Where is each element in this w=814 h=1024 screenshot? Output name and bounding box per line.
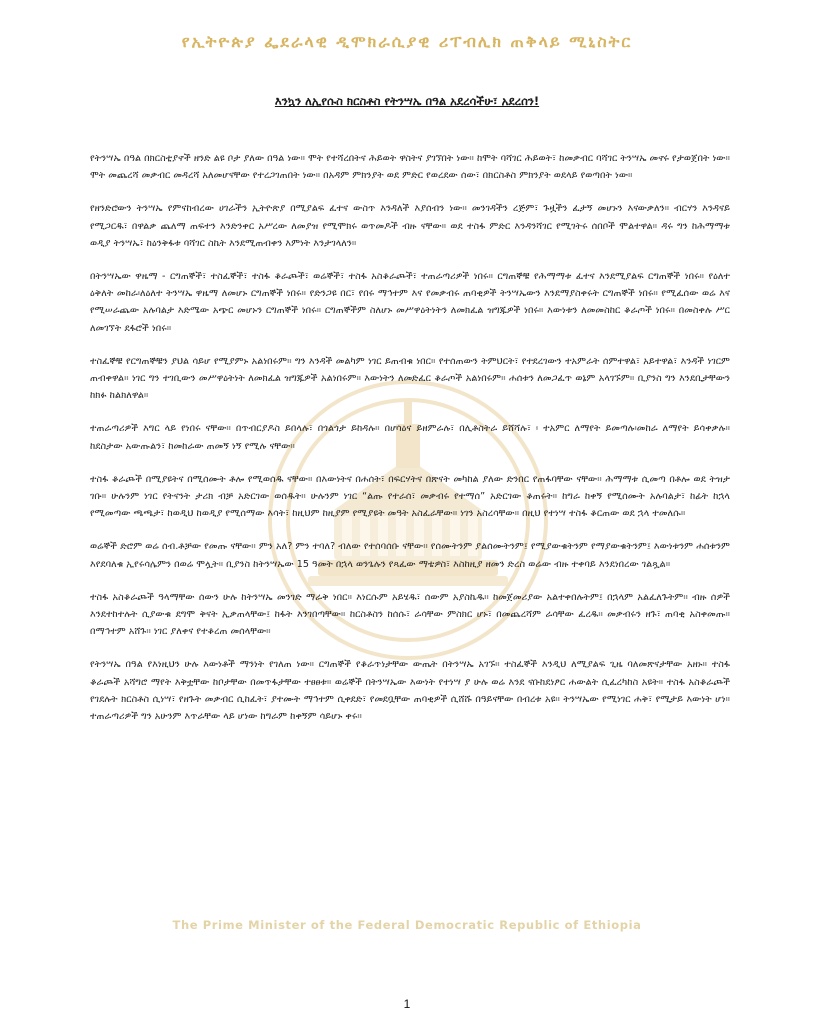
paragraph-9: የትንሣኤ በዓል የእነዚህን ሁሉ እውነቶች ማንነት የገለጠ ነው። ርግጠኞች የቆራጥነታቸው ውጤት በትንሣኤ አገኙ። ተስፈኞች እንዲህ ለሚያልፍ ጊዜ ባለመጽናታቸው አዘኑ። ተስፋ ቆራጮች አሻግሮ ማየት እቅቷቸው ከቦታቸው በመጥፋታቸው ተፀፀቱ። ወሬኞች በትንሣኤው እውነት የተነሣ ያ ሁሉ ወሬ እንደ ናቡከደነፆር ሐውልት ሲፈረካከስ አዩት። ተስፋ አስቆራጮች የገደሉት ክርስቶስ ሲነሣ፣ የዘጉት መቃብር ሲከፈት፣ ያተሙት ማኅተም ሲቀደድ፣ የመደቧቸው ጠባቂዎች ሲሸሹ በዓይናቸው በብረቱ አዩ። ትንሣኤው የሚነገር ሐቅ፣ የሚታይ እውነት ሆነ። ተጠራጣሪዎች ግን አሁንም እጥራቸው ላይ ሆነው ከግራም ከቀኝም ሳይሆኑ ቀሩ። (90, 659, 730, 723)
paragraph-8: ተስፋ አስቆራጮች ዓላማቸው ሰውን ሁሉ ከትንሣኤ መንገድ ማራቅ ነበር። እነርሱም አይሄዱ፣ ሰውም አያስኬዱ። ከመጀመሪያው አልተቀበሉትም፤ በኋላም አልፈለጉትም። ብዙ ሰዎች እንደተከተሉት ሲያውቁ ደግሞ ቅናት ኢቃጠላቸው፤ ከፋት እንገበጣቸው። ከርስቶስን ከሰሱ፣ ራሳቸው ምስክር ሆኑ፣ በመጨረሻም ራሳቸው ፈረዱ። መቃብሩን ዘጉ፣ ጠባቂ አስቀመጡ። በማኅተም አሸጉ። ነገር ያለቀና የተቆረጠ መሰላቸው። (90, 591, 730, 638)
paragraph-6: ተስፋ ቆራጮች በሚያዩትና በሚሰሙት ቶሎ የሚወሰዱ ናቸው። በእውነትና በሐሰት፣ በፍርሃትና በጽናት መካከል ያለው ድንበር የጠፋባቸው ናቸው። ሕማማቱ ሲመጣ በቶሎ ወደ ትዝታ ገቡ። ሁሉንም ነገር የትናንት ታሪክ ብቻ አድርገው ወሰዱት። ሁሉንም ነገር “ልጡ የተራሰ፣ መቃብሩ የተማሰ” አድርገው ቆጠሩት። ከግራ ከቀኝ የሚሰሙት አሉባልታ፣ ከፊት ከኋላ የሚመጣው ጫጫታ፣ ከወዲህ ከወዲያ የሚሰማው እሳት፣ ከዚህም ከዚያም የሚያዩት መዓት አስፈራቸው። ነገን አስረሳቸው። በዚህ የተነሣ ተስፋ ቆርጠው ወደ ኋላ ተመለሱ። (90, 473, 730, 520)
page-number: 1 (403, 997, 411, 1011)
document-body (90, 150, 730, 741)
paragraph-7: ወሬኞች ድሮም ወሬ ሰብ.ቶቻው የመጡ ናቸው። ምን አለ? ምን ተባለ? ብለው የተሰባሰቡ ናቸው። የሰሙትንም ያልሰሙትንም፤ የሚያውቁትንም የማያውቁትንም፤ እውነቱንም ሐሰቱንም እየደባለቁ ኢየሩሳሌምን በወሬ ሞሏት። ቢያንስ ከትንሣኤው 15 ዓመት በኋላ ወንጌሉን የጻፈው ማቴዎስ፣ እስከዚያ ዘመን ድረስ ወሬው ብዙ ተቀባይ እንደነበረው ገልጿል። (90, 541, 730, 570)
paragraph-3: በትንሣኤው ዋዜማ - ርግጠኞች፣ ተስፈኞች፣ ተስፋ ቆራጮች፣ ወሬኞች፣ ተስፋ አስቆራጮች፣ ተጠራጣሪዎች ነበሩ። ርግጠኞቹ የሕማማቱ ፈተና እንደሚያልፍ ርግጠኞች ነበሩ። የዕለተ ዕቅለት መከራ፡ለዕለተ ትንሣኤ ዋዜማ ለመሆኑ ርግጠኞች ነበሩ። የድንጋዩ በር፣ የበሩ ማኅተም እና የመቃብሩ ጠባቂዎች ትንሣኤውን እንደማያስቀሩት ርግጠኞች ነበሩ። የሚፈሰው ወሬ እና የሚሠራጨው አሉባልታ እድሜው አጭር መሆኑን ርግጠኞች ነበሩ። ርግጠኞችም ስለሆኑ መሥዋዕትነትን ለመክፈል ዝግጁዎች ነበሩ። እውነቱን ለመመስከር ቆራጦች ነበሩ። በመስቀሉ ሥር ለመገኘት ደፋሮች ነበሩ። (90, 271, 730, 334)
office-name-footer: The Prime Minister of the Federal Democratic Republic of Ethiopia (172, 918, 642, 932)
document-title: እንኳን ለኢየሱስ ክርስቶስ የትንሣኤ በዓል አደረሳችሁ፣ አደረሰን! (274, 94, 540, 108)
paragraph-1: የትንሣኤ በዓል በክርስቲያኖች ዘንድ ልዩ ቦታ ያለው በዓል ነው። ሞት የተሻረበትና ሕይወት ዋስትና ያገኘበት ነው። ከሞት ባሻገር ሕይወት፣ ከመቃብር ባሻገር ትንሣኤ መኖሩ የታወጀበት ነው። ሞት መጨረሻ መቃብር መዳረሻ አለመሆናቸው የተረጋገጠበት ነው። በአዳም ምክንያት ወደ ምድር የወረደው ሰው፣ በክርስቶስ ምክንያት ወደላይ የወጣበት ነው። (90, 153, 730, 182)
paragraph-5: ተጠራጣሪዎች እግር ላይ የነበሩ ናቸው። በጥብርያዶስ ይበላሉ፣ በጎልጎታ ይከዳሉ። በሆሳዕና ይዘምራሉ፣ በሊቶስትራ ይሸሻሉ፣ ፡ ተአምር ለማየት ይመጣሉ፡መከራ ለማየት ይሳቀቃሉ። ከደስታው አውጡልን፣ ከመከራው ጠመኝ ነኝ የሚሉ ናቸው። (90, 423, 730, 452)
paragraph-2: የዘንድሮውን ትንሣኤ የምናከብረው ሀገራችን ኢትዮጵያ በሚያልፍ ፈተና ውስጥ እንዳለች እያሰብን ነው። መንገዳችን ረጅም፣ ጉዟችን ፈታኝ መሆኑን እናውቃለን። ብርሃን እንዳናይ የሚጋርዱ፣ በዋልቃ ጨለማ ጠፍተን እንድንቀር አሥረው ለመያዝ የሚሞክሩ ወጥመዶች ብዙ ናቸው። ወደ ተስፋ ምድር እንዳንሻገር የሚገትሩ ሰበቦች ሞልተዋል። ዳሩ ግን ከሕማማቱ ወዲያ ትንሣኤ፣ ከዕንቅፋቱ ባሻገር ስኬት እንደሚጠብቀን እምነት እንታገላለን። (90, 203, 730, 249)
ministry-title: የኢትዮጵያ ፌደራላዊ ዲሞክራሲያዊ ሪፐብሊክ ጠቅላይ ሚኒስትር (181, 32, 633, 51)
paragraph-4: ተስፈኞቹ የርግጠኞቹን ያህል ሳይሆ የሚያምኑ አልነበሩም። ግን እንዳች መልካም ነገር ይጠብቁ ነበር። የተሰጠውን ትምህርት፣ የተደረገውን ተአምራት ሰምተዋል፣ አይተዋል፣ እንዳች ነገርም ጠብቀዋል። ነገር ግን ተገቢውን መሥዋዕትነት ለመክፈል ዝግጁዎች አልነበሩም። እውነትን ለመድፈር ቆራጦች አልነበሩም። ሐሰቱን ለመጋፈጥ ወኔም አላገኙም። ቢያንስ ግን እንደቢታቸውን ከክፉ ከልክለዋል። (90, 355, 730, 402)
